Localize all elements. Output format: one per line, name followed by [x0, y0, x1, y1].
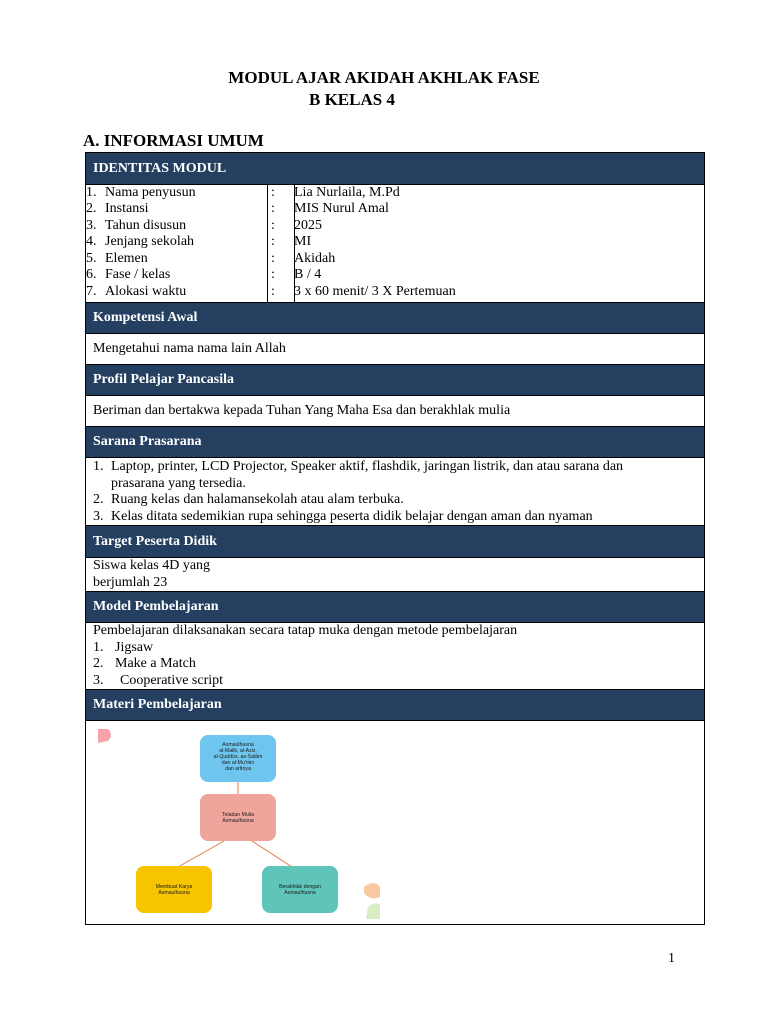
document-title-line2: B KELAS 4 — [309, 90, 395, 109]
identitas-row-value: MIS Nurul Amal — [294, 201, 389, 216]
node-text: Teladan Mulia — [221, 812, 255, 818]
identitas-row-colon: : — [271, 267, 275, 282]
identitas-row-value: Lia Nurlaila, M.Pd — [294, 184, 400, 200]
list-item: 1. Jigsaw — [93, 639, 154, 655]
identitas-row-label: Jenjang sekolah — [105, 234, 195, 249]
node-text: Berakhlak dengan — [279, 884, 321, 890]
list-item: 1. Laptop, printer, LCD Projector, Speaker aktif, flashdik, jaringan listrik, dan atau sarana dan prasarana yang tersedia. — [93, 459, 624, 491]
identitas-row-label: Fase / kelas — [105, 267, 171, 282]
identitas-row-value: 2025 — [294, 217, 322, 233]
model-intro: Pembelajaran dilaksanakan secara tatap muka dengan metode pembelajaran — [93, 623, 518, 638]
identitas-row-value: MI — [294, 234, 312, 249]
identitas-row-number: 4. — [86, 234, 97, 249]
identitas-row-label: Elemen — [105, 250, 148, 266]
identitas-row-label: Instansi — [105, 201, 149, 216]
target-header: Target Peserta Didik — [86, 526, 704, 558]
page-number: 1 — [668, 951, 675, 966]
node-text: dan artinya — [225, 766, 251, 772]
concept-map — [86, 721, 704, 925]
identitas-row-label: Tahun disusun — [105, 217, 187, 233]
materi-header: Materi Pembelajaran — [86, 690, 704, 721]
identitas-row-number: 7. — [86, 283, 97, 299]
identitas-row-value: 3 x 60 menit/ 3 X Pertemuan — [294, 283, 456, 299]
identitas-row-colon: : — [271, 234, 275, 249]
information-table — [85, 152, 705, 925]
target-line2: berjumlah 23 — [93, 574, 168, 590]
identitas-row-label: Nama penyusun — [105, 184, 196, 200]
connector-line — [178, 841, 224, 867]
decorative-shape — [366, 903, 380, 919]
materi-diagram — [86, 721, 704, 925]
target-cell — [86, 558, 704, 592]
identitas-row-value: Akidah — [294, 250, 336, 266]
target-line1: Siswa kelas 4D yang — [93, 558, 211, 573]
list-item: 3. Cooperative script — [93, 672, 224, 688]
node-text: Membuat Karya — [155, 884, 193, 890]
connector-line — [252, 841, 292, 867]
section-heading: A. INFORMASI UMUM — [83, 131, 264, 150]
identitas-row-number: 3. — [86, 217, 97, 233]
profil-header: Profil Pelajar Pancasila — [86, 365, 704, 396]
node-text: dan al-Mu'min — [221, 760, 255, 766]
identitas-header: IDENTITAS MODUL — [86, 153, 704, 185]
document-title-line1: MODUL AJAR AKIDAH AKHLAK FASE — [228, 68, 540, 87]
sarana-cell — [86, 458, 704, 526]
node-text: al-Malik, al-Aziz, — [219, 748, 257, 754]
profil-cell — [86, 396, 704, 427]
identitas-body — [86, 185, 704, 303]
identitas-row-colon: : — [271, 283, 275, 299]
identitas-row-label: Alokasi waktu — [105, 283, 187, 299]
identitas-row-number: 2. — [86, 201, 97, 216]
node-text: Asmaulhusna — [284, 890, 316, 896]
column-divider — [267, 185, 268, 302]
kompetensi-cell — [86, 334, 704, 365]
identitas-row-value: B / 4 — [294, 267, 322, 282]
node-text: Asmaulhusna — [222, 742, 254, 748]
identitas-row-colon: : — [271, 184, 275, 200]
node-text: Asmaulhusna — [158, 890, 190, 896]
kompetensi-text: Mengetahui nama nama lain Allah — [93, 341, 286, 356]
model-cell — [86, 623, 704, 690]
identitas-row-colon: : — [271, 250, 275, 266]
identitas-row-colon: : — [271, 201, 275, 216]
decorative-shape — [364, 883, 380, 898]
decorative-shape — [98, 729, 111, 743]
profil-text: Beriman dan bertakwa kepada Tuhan Yang Maha Esa dan berakhlak mulia — [93, 403, 511, 418]
sarana-header: Sarana Prasarana — [86, 427, 704, 458]
identitas-row-number: 1. — [86, 184, 97, 200]
node-text: Asmaulhusna — [222, 818, 254, 824]
list-item: 2. Make a Match — [93, 656, 196, 671]
model-header: Model Pembelajaran — [86, 592, 704, 623]
identitas-row-number: 5. — [86, 250, 97, 266]
node-text: al-Quddūs, as-Salām — [213, 754, 263, 760]
identitas-row-number: 6. — [86, 267, 97, 282]
kompetensi-header: Kompetensi Awal — [86, 303, 704, 334]
list-item: 3. Kelas ditata sedemikian rupa sehingga peserta didik belajar dengan aman dan nyaman — [93, 508, 593, 524]
list-item: 2. Ruang kelas dan halamansekolah atau alam terbuka. — [93, 492, 404, 507]
identitas-row-colon: : — [271, 217, 275, 233]
